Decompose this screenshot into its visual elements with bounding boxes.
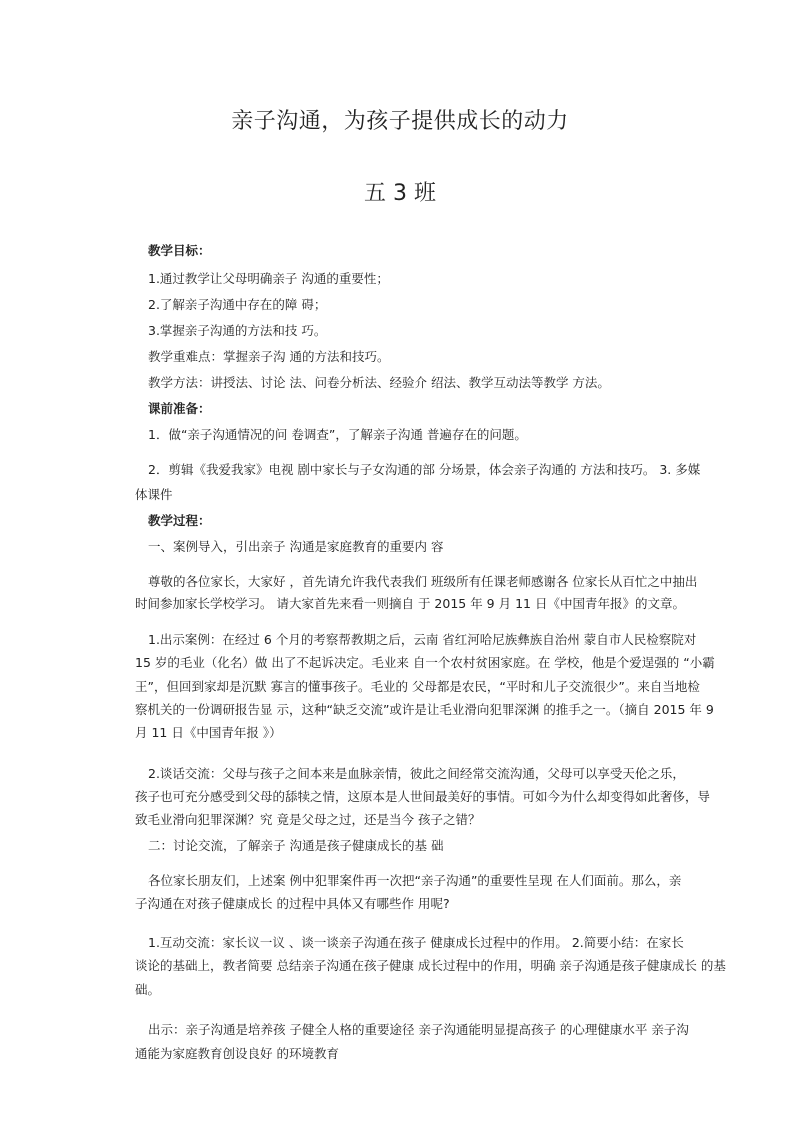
text-line: 通能为家庭教育创设良好 的环境教育 <box>135 1046 339 1061</box>
heading-teaching-goals: 教学目标： <box>148 243 211 258</box>
text-line: 察机关的一份调研报告显 示，这种“缺乏交流”或许是让毛业滑向犯罪深渊 的推手之一。（摘自 2015 年 9 <box>135 702 714 717</box>
text-line: 时间参加家长学校学习。 请大家首先来看一则摘自 于 2015 年 9 月 11 日《中国青年报》的文章。 <box>135 596 685 611</box>
text-line: 体课件 <box>135 487 173 502</box>
text-line: 础。 <box>135 982 161 997</box>
text-line: 谈论的基础上，教者简要 总结亲子沟通在孩子健康 成长过程中的作用，明确 亲子沟通是孩子健康成长 的基 <box>135 958 726 973</box>
text-line: 1.出示案例：在经过 6 个月的考察帮教期之后，云南 省红河哈尼族彝族自治州 蒙自市人民检察院对 <box>148 632 697 647</box>
document-title: 亲子沟通，为孩子提供成长的动力 <box>231 109 569 134</box>
text-line: 子沟通在对孩子健康成长 的过程中具体又有哪些作 用呢? <box>135 896 450 911</box>
heading-teaching-process: 教学过程： <box>148 513 211 528</box>
text-line: 教学重难点：掌握亲子沟 通的方法和技巧。 <box>148 349 390 364</box>
document-subtitle: 五 3 班 <box>364 181 436 206</box>
text-line: 2.谈话交流：父母与孩子之间本来是血脉亲情，彼此之间经常交流沟通，父母可以享受天伦之乐， <box>148 766 685 781</box>
text-line: 王”，但回到家却是沉默 寡言的懂事孩子。毛业的 父母都是农民，“平时和儿子交流很少”。来自当地检 <box>135 679 700 694</box>
text-line: 1.通过教学让父母明确亲子 沟通的重要性； <box>148 271 389 286</box>
text-line: 二：讨论交流，了解亲子 沟通是孩子健康成长的基 础 <box>148 838 444 853</box>
text-line: 2.了解亲子沟通中存在的障 碍； <box>148 297 327 312</box>
text-line: 教学方法：讲授法、讨论 法、问卷分析法、经验介 绍法、教学互动法等教学 方法。 <box>148 375 610 390</box>
text-line: 3.掌握亲子沟通的方法和技 巧。 <box>148 323 327 338</box>
text-line: 月 11 日《中国青年报 》） <box>135 725 282 740</box>
text-line: 致毛业滑向犯罪深渊？究 竟是父母之过，还是当今 孩子之错？ <box>135 812 481 827</box>
text-line: 1．做“亲子沟通情况的问 卷调查”，了解亲子沟通 普遍存在的问题。 <box>148 427 527 442</box>
heading-preparation: 课前准备： <box>148 401 211 416</box>
text-line: 孩子也可充分感受到父母的舔犊之情，这原本是人世间最美好的事情。可如今为什么却变得如此奢侈，导 <box>135 789 711 804</box>
text-line: 15 岁的毛业（化名）做 出了不起诉决定。毛业来 自一个农村贫困家庭。在 学校，他是个爱逞强的 “小霸 <box>135 655 715 670</box>
text-line: 尊敬的各位家长，大家好 ，首先请允许我代表我们 班级所有任课老师感谢各 位家长从百忙之中抽出 <box>148 574 698 589</box>
text-line: 2．剪辑《我爱我家》电视 剧中家长与子女沟通的部 分场景，体会亲子沟通的 方法和技巧。 3. 多媒 <box>148 462 701 477</box>
text-line: 出示：亲子沟通是培养孩 子健全人格的重要途径 亲子沟通能明显提高孩子 的心理健康水平 亲子沟 <box>148 1022 689 1037</box>
text-line: 各位家长朋友们，上述案 例中犯罪案件再一次把“亲子沟通”的重要性呈现 在人们面前。那么，亲 <box>148 873 682 888</box>
text-line: 1.互动交流：家长议一议 、谈一谈亲子沟通在孩子 健康成长过程中的作用。 2.简要小结：在家长 <box>148 935 684 950</box>
text-line: 一、案例导入，引出亲子 沟通是家庭教育的重要内 容 <box>148 539 444 554</box>
